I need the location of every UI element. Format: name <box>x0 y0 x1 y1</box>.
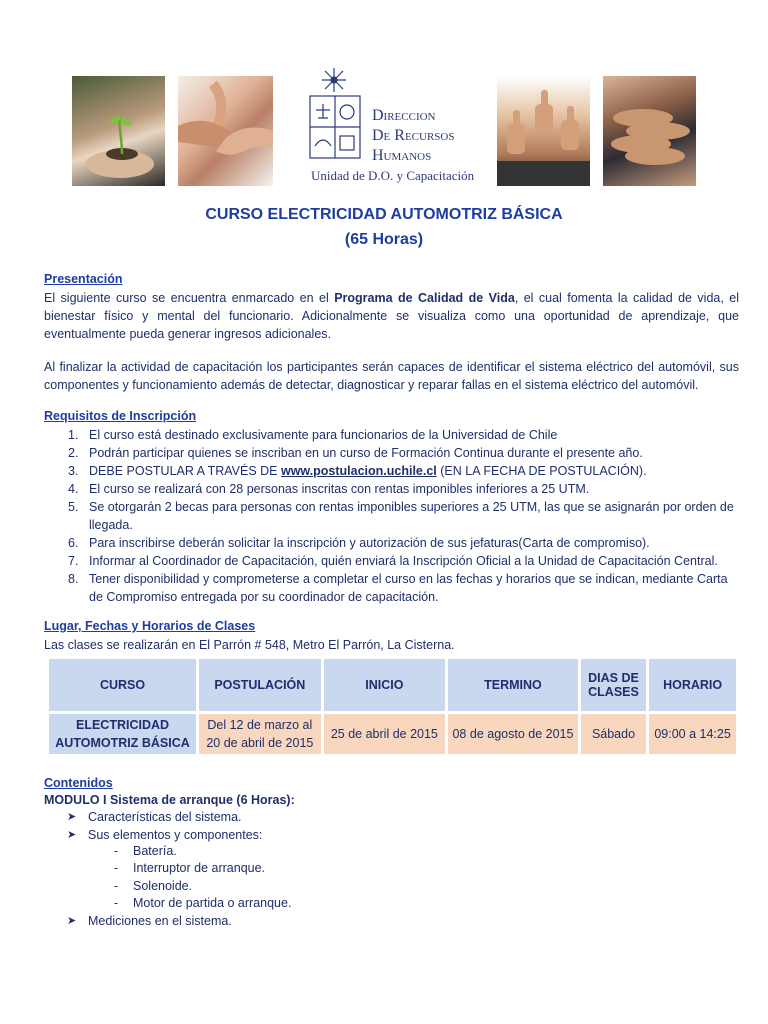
cell-inicio: 25 de abril de 2015 <box>324 714 446 754</box>
course-hours: (65 Horas) <box>344 231 424 248</box>
arrow-bullet-icon: ➤ <box>67 811 77 823</box>
item-number: 2. <box>68 446 79 460</box>
item-text: DEBE POSTULAR A TRAVÉS DE <box>89 464 281 478</box>
requisitos-heading: Requisitos de Inscripción <box>44 409 197 423</box>
logo-line-1: Direccion <box>372 107 436 124</box>
list-item <box>44 534 744 552</box>
stacked-hands-photo <box>603 76 696 186</box>
arrow-bullet-icon: ➤ <box>67 828 77 841</box>
header-dias: DIAS DE CLASES <box>581 659 646 711</box>
list-item <box>44 809 262 827</box>
list-item <box>114 895 291 912</box>
header-termino: TERMINO <box>448 659 578 711</box>
item-text: Solenoide. <box>133 878 193 893</box>
item-text: Batería. <box>133 844 177 858</box>
list-item <box>44 462 744 480</box>
arrow-bullet-icon: ➤ <box>67 915 77 927</box>
item-text: Motor de partida o arranque. <box>133 895 292 910</box>
contenidos-list <box>44 809 262 844</box>
item-text: Informar al Coordinador de Capacitación, quién enviará la Inscripción Oficial a la Unidad de Capacitación Central. <box>89 554 718 568</box>
cell-curso: ELECTRICIDAD AUTOMOTRIZ BÁSICA <box>49 714 196 754</box>
dash-bullet: - <box>114 861 119 876</box>
presentacion-paragraph-1 <box>44 289 739 343</box>
presentacion-heading: Presentación <box>44 272 123 286</box>
list-item <box>44 913 232 931</box>
item-text: El curso está destinado exclusivamente para funcionarios de la Universidad de Chile <box>89 428 558 442</box>
handshake-photo <box>178 76 273 186</box>
item-text: (EN LA FECHA DE POSTULACIÓN). <box>436 464 647 478</box>
header-postulacion: POSTULACIÓN <box>199 659 321 711</box>
table-row <box>49 714 736 754</box>
cell-dias: Sábado <box>581 714 646 754</box>
presentacion-text-a: El siguiente curso se encuentra enmarcado en el <box>44 291 335 305</box>
logo-subtitle: Unidad de D.O. y Capacitación <box>311 168 475 183</box>
list-item <box>44 426 744 444</box>
module-title: MODULO I Sistema de arranque (6 Horas): <box>44 793 295 807</box>
list-item <box>114 878 291 895</box>
item-text: Se otorgarán 2 becas para personas con rentas imponibles superiores a 25 UTM, las que se asignarán por orden de llegada. <box>89 500 734 532</box>
header-inicio: INICIO <box>324 659 446 711</box>
logo-line-3: Humanos <box>372 147 432 164</box>
list-item <box>44 444 744 462</box>
list-item <box>44 552 744 570</box>
cell-horario: 09:00 a 14:25 <box>649 714 736 754</box>
list-item <box>44 570 744 606</box>
lugar-heading: Lugar, Fechas y Horarios de Clases <box>44 619 256 633</box>
item-number: 1. <box>68 428 79 442</box>
cell-termino: 08 de agosto de 2015 <box>448 714 578 754</box>
list-item <box>44 827 262 845</box>
item-text: Para inscribirse deberán solicitar la inscripción y autorización de sus jefaturas(Carta de compromiso). <box>89 536 650 550</box>
item-number: 3. <box>68 464 79 478</box>
header-curso: CURSO <box>49 659 196 711</box>
item-text: Mediciones en el sistema. <box>88 914 232 928</box>
item-number: 4. <box>68 482 79 496</box>
item-text: Sus elementos y componentes: <box>88 827 263 842</box>
thumbs-up-photo <box>497 76 590 186</box>
item-text: El curso se realizará con 28 personas inscritas con rentas imponibles inferiores a 25 UTM. <box>89 482 590 496</box>
item-number: 5. <box>68 500 79 514</box>
logo-line-2: De Recursos <box>372 127 455 144</box>
item-text: Interruptor de arranque. <box>133 861 266 876</box>
list-item <box>114 860 291 877</box>
list-item <box>44 498 744 534</box>
course-title: CURSO ELECTRICIDAD AUTOMOTRIZ BÁSICA <box>205 206 563 223</box>
logo-text <box>372 106 454 166</box>
item-text: Tener disponibilidad y comprometerse a completar el curso en las fechas y horarios que se indican, mediante Carta de Compromiso entregada por su coordinador de capacitación. <box>89 572 728 604</box>
item-number: 8. <box>68 572 79 586</box>
dash-bullet: - <box>114 878 119 893</box>
contenidos-heading: Contenidos <box>44 776 113 790</box>
item-number: 6. <box>68 536 79 550</box>
programa-calidad-vida: Programa de Calidad de Vida <box>334 291 515 305</box>
dash-bullet: - <box>114 895 119 910</box>
item-text: Características del sistema. <box>88 810 242 824</box>
list-item <box>114 843 291 860</box>
hands-seedling-photo <box>72 76 165 186</box>
cell-postulacion: Del 12 de marzo al 20 de abril de 2015 <box>199 714 321 754</box>
requisitos-list <box>44 426 744 606</box>
table-header-row <box>49 659 736 711</box>
header-horario: HORARIO <box>649 659 736 711</box>
dash-bullet: - <box>114 844 119 858</box>
contenidos-list-end <box>44 913 232 931</box>
item-text: Podrán participar quienes se inscriban en un curso de Formación Continua durante el presente año. <box>89 446 643 460</box>
presentacion-paragraph-2: Al finalizar la actividad de capacitación los participantes serán capaces de identificar el sistema eléctrico del automóvil, sus componentes y funcionamiento además de detectar, diagnosticar y reparar fallas en el sistema eléctrico del automóvil. <box>44 360 739 392</box>
lugar-text: Las clases se realizarán en El Parrón # 548, Metro El Parrón, La Cisterna. <box>44 638 455 652</box>
list-item <box>44 480 744 498</box>
components-sublist <box>114 843 291 912</box>
presentacion-text-c: , el cual fomenta la calidad de vida, el bienestar físico y mental del funcionario. Adicionalmente se visualiza como una oportunidad de aprendizaje, que eventualmente pueda generar ingresos adicionales. <box>44 291 739 341</box>
schedule-table <box>46 656 739 757</box>
postulacion-link[interactable]: www.postulacion.uchile.cl <box>280 464 437 478</box>
item-number: 7. <box>68 554 79 568</box>
